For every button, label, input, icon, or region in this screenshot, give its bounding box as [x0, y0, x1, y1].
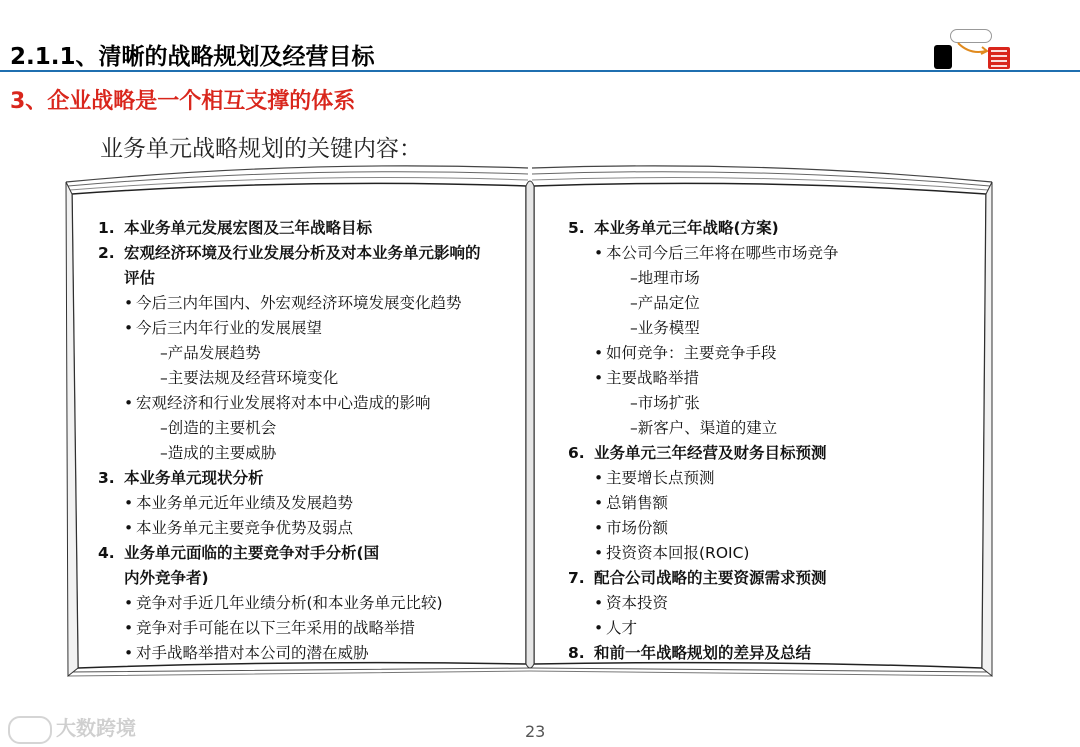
- heading-number: 7.: [568, 569, 585, 587]
- numbered-heading: [568, 641, 968, 666]
- watermark-text: 大数跨境: [56, 716, 136, 740]
- bullet-item: • 本公司今后三年将在哪些市场竞争: [568, 241, 968, 266]
- heading-number: 6.: [568, 444, 585, 462]
- dash-subitem: –业务模型: [630, 319, 700, 337]
- bullet-item: • 市场份额: [568, 516, 968, 541]
- bullet-item: • 宏观经济和行业发展将对本中心造成的影响: [98, 391, 518, 416]
- heading-text: 本业务单元三年战略(方案): [594, 219, 779, 237]
- numbered-heading: [98, 466, 518, 491]
- section-subtitle: 3、企业战略是一个相互支撑的体系: [10, 89, 356, 114]
- bullet-item: • 投资资本回报(ROIC): [568, 541, 968, 566]
- numbered-heading: [98, 241, 518, 266]
- heading-number: 8.: [568, 644, 585, 662]
- numbered-heading: [568, 216, 968, 241]
- dash-subitem: –产品发展趋势: [160, 344, 261, 362]
- heading-text: 业务单元面临的主要竞争对手分析(国: [124, 544, 380, 562]
- bullet-item: • 人才: [568, 616, 968, 641]
- heading-number: 1.: [98, 219, 115, 237]
- heading-number: 4.: [98, 544, 115, 562]
- heading-text: 宏观经济环境及行业发展分析及对本业务单元影响的: [124, 244, 481, 262]
- dash-subitem: –创造的主要机会: [160, 419, 277, 437]
- bullet-item: • 本业务单元近年业绩及发展趋势: [98, 491, 518, 516]
- dash-subitem: –地理市场: [630, 269, 700, 287]
- bullet-item: • 资本投资: [568, 591, 968, 616]
- numbered-heading: [98, 541, 518, 566]
- bullet-item: • 本业务单元主要竞争优势及弱点: [98, 516, 518, 541]
- numbered-heading: [568, 441, 968, 466]
- heading-continuation: 内外竞争者): [124, 569, 209, 587]
- bullet-item: • 总销售额: [568, 491, 968, 516]
- numbered-heading: [568, 566, 968, 591]
- bullet-item: • 今后三内年国内、外宏观经济环境发展变化趋势: [98, 291, 518, 316]
- bullet-item: • 如何竞争：主要竞争手段: [568, 341, 968, 366]
- heading-text: 配合公司战略的主要资源需求预测: [594, 569, 827, 587]
- heading-text: 和前一年战略规划的差异及总结: [594, 644, 812, 662]
- heading-number: 2.: [98, 244, 115, 262]
- right-book-page: [568, 216, 968, 666]
- watermark-logo-icon: [8, 716, 52, 744]
- dash-subitem: –产品定位: [630, 294, 700, 312]
- bullet-item: • 主要战略举措: [568, 366, 968, 391]
- bullet-item: • 竞争对手近几年业绩分析(和本业务单元比较): [98, 591, 518, 616]
- intro-text: 业务单元战略规划的关键内容：: [100, 136, 422, 162]
- page-header-title: 2.1.1、清晰的战略规划及经营目标: [10, 44, 375, 70]
- heading-number: 3.: [98, 469, 115, 487]
- dash-subitem: –市场扩张: [630, 394, 700, 412]
- heading-number: 5.: [568, 219, 585, 237]
- heading-text: 业务单元三年经营及财务目标预测: [594, 444, 827, 462]
- bullet-item: • 竞争对手可能在以下三年采用的战略举措: [98, 616, 518, 641]
- watermark: [8, 712, 136, 744]
- bullet-item: • 主要增长点预测: [568, 466, 968, 491]
- dash-subitem: –造成的主要威胁: [160, 444, 277, 462]
- heading-continuation: 评估: [124, 269, 156, 287]
- heading-text: 本业务单元发展宏图及三年战略目标: [124, 219, 373, 237]
- left-book-page: [98, 216, 518, 666]
- heading-text: 本业务单元现状分析: [124, 469, 264, 487]
- numbered-heading: [98, 216, 518, 241]
- page-number: 23: [525, 722, 546, 741]
- dash-subitem: –新客户、渠道的建立: [630, 419, 778, 437]
- dash-subitem: –主要法规及经营环境变化: [160, 369, 339, 387]
- bullet-item: • 对手战略举措对本公司的潜在威胁: [98, 641, 518, 666]
- bullet-item: • 今后三内年行业的发展展望: [98, 316, 518, 341]
